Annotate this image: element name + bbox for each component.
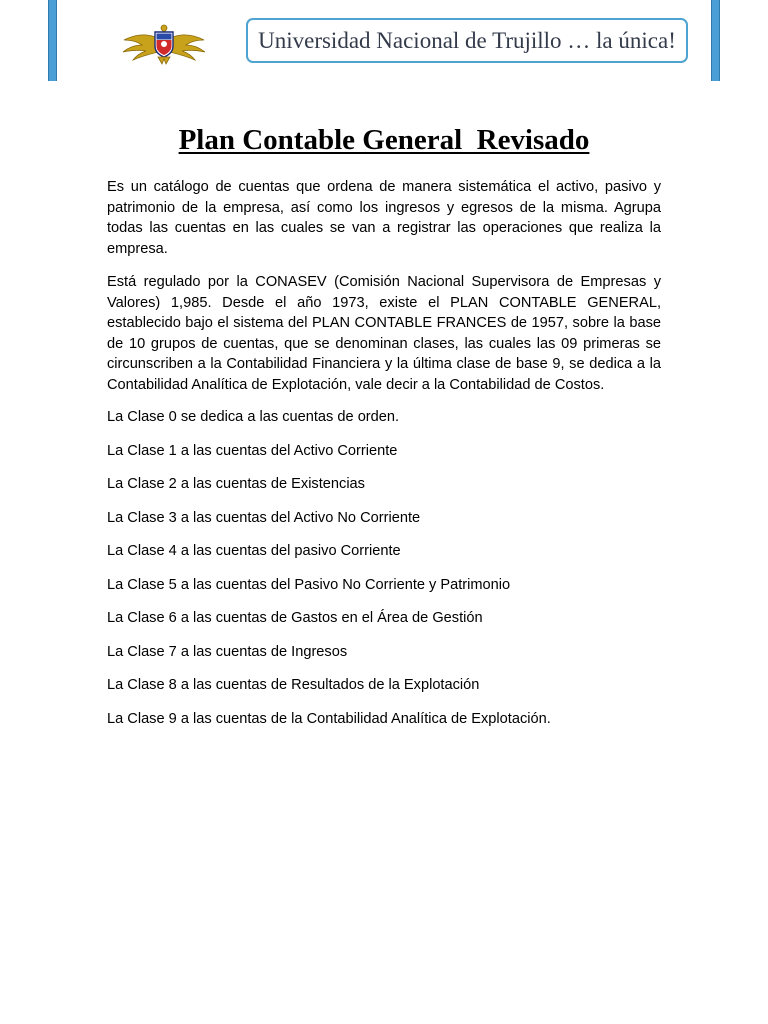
document-title: Plan Contable General Revisado: [178, 124, 590, 156]
class-item: La Clase 0 se dedica a las cuentas de orden.: [107, 409, 400, 425]
class-item: La Clase 7 a las cuentas de Ingresos: [107, 643, 348, 660]
class-item: La Clase 9 a las cuentas de la Contabilidad Analítica de Explotación.: [107, 710, 551, 727]
class-item: La Clase 1 a las cuentas del Activo Corriente: [107, 442, 398, 459]
class-item: La Clase 5 a las cuentas del Pasivo No Corriente y Patrimonio: [107, 576, 511, 593]
class-item: La Clase 8 a las cuentas de Resultados de la Explotación: [107, 677, 480, 693]
class-item: La Clase 6 a las cuentas de Gastos en el Área de Gestión: [107, 610, 483, 626]
left-accent-bar: [48, 0, 57, 81]
institution-name: Universidad Nacional de Trujillo … la única!: [258, 27, 676, 53]
class-item: La Clase 2 a las cuentas de Existencias: [107, 476, 365, 492]
document-body: [107, 177, 661, 742]
regulation-paragraph: Está regulado por la CONASEV (Comisión Nacional Supervisora de Empresas y Valores) 1,985. Desde el año 1973, existe el PLAN CONTABLE GENERAL, establecido bajo el sistema del PLAN CONTABLE FRANCES de 1957, sobre la base de 10 grupos de cuentas, que se denominan clases, las cuales las 09 primeras se circunscriben a la Contabilidad Financiera y la última clase de base 9, se dedica a la Contabilidad Analítica de Explotación, vale decir a la Contabilidad de Costos.: [107, 274, 661, 393]
right-accent-bar: [711, 0, 720, 81]
intro-paragraph: Es un catálogo de cuentas que ordena de manera sistemática el activo, pasivo y patrimonio de la empresa, así como los ingresos y egresos de la misma. Agrupa todas las cuentas en las cuales se van a registrar las operaciones que realiza la empresa.: [107, 179, 661, 257]
university-eagle-crest-icon: [118, 20, 210, 66]
class-item: La Clase 3 a las cuentas del Activo No Corriente: [107, 509, 421, 526]
class-item: La Clase 4 a las cuentas del pasivo Corriente: [107, 543, 401, 559]
institution-banner: [246, 18, 688, 63]
